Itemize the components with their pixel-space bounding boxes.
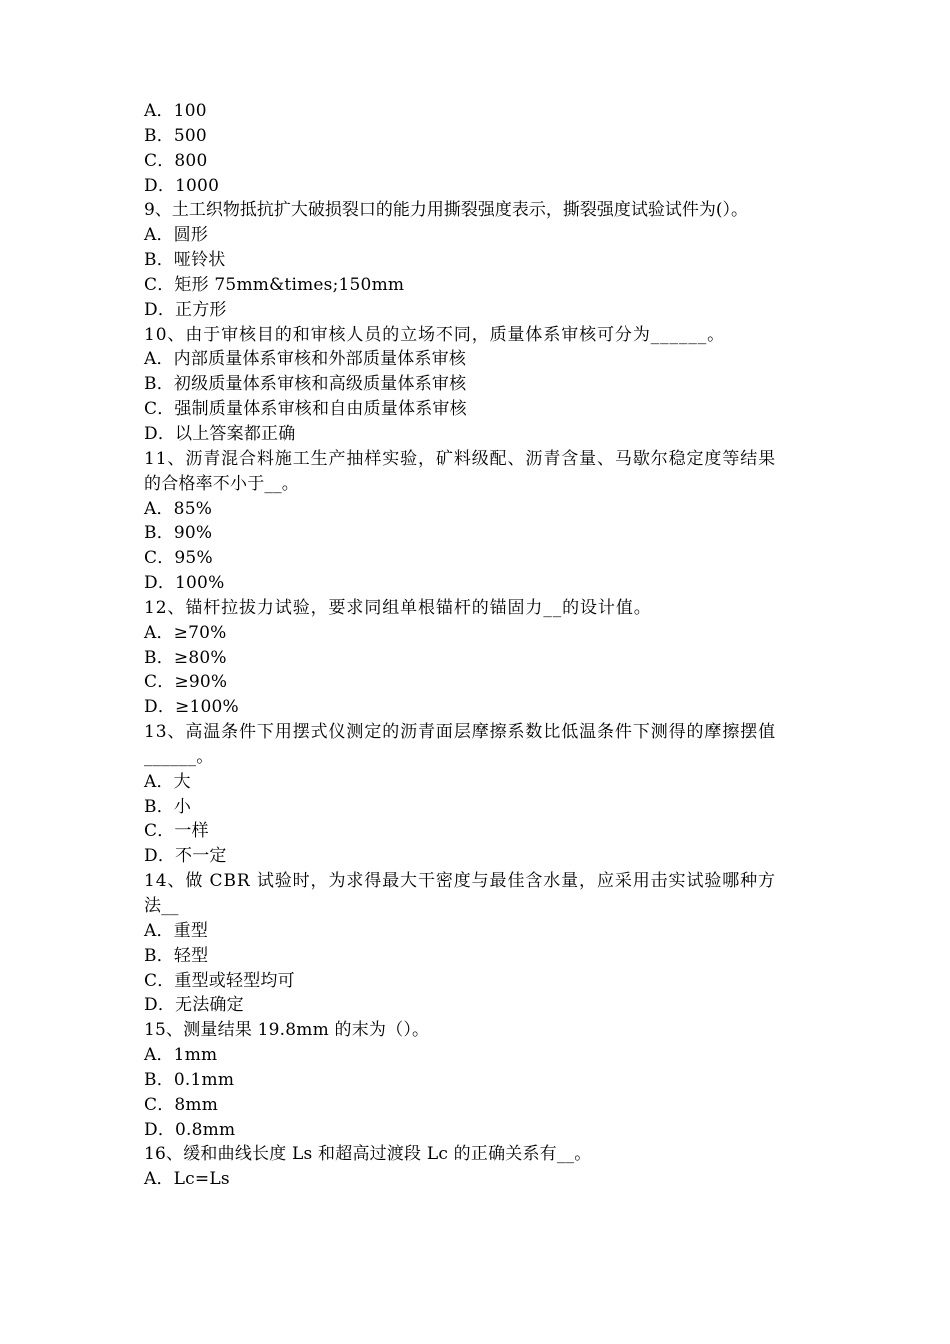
option-line: D．不一定 [144,846,227,867]
option-line: D．正方形 [144,299,227,320]
option-line: D．无法确定 [144,995,244,1016]
option-line: D．100% [144,573,225,594]
option-line: D．0.8mm [144,1119,236,1140]
option-line: C．8mm [144,1094,219,1115]
option-line: C．95% [144,548,213,569]
option-line: A．1mm [144,1045,218,1066]
option-line: C．≥90% [144,672,228,693]
option-line: B．哑铃状 [144,250,226,271]
question-9-stem: 9、土工织物抵抗扩大破损裂口的能力用撕裂强度表示，撕裂强度试验试件为(）。 [144,200,748,221]
option-line: C．一样 [144,821,209,842]
question-13-stem: 13、高温条件下用摆式仪测定的沥青面层摩擦系数比低温条件下测得的摩擦摆值 [144,722,777,743]
option-line: C．重型或轻型均可 [144,970,295,991]
question-12-stem: 12、锚杆拉拔力试验，要求同组单根锚杆的锚固力__的设计值。 [144,597,652,618]
option-line: C．800 [144,150,208,171]
option-line: A．重型 [144,920,209,941]
option-line: A．85% [144,498,213,519]
question-15-stem: 15、测量结果 19.8mm 的末为（）。 [144,1020,430,1041]
option-line: A．100 [144,101,207,121]
option-line: A．圆形 [144,225,209,246]
option-line: D．1000 [144,175,220,196]
option-line: C．强制质量体系审核和自由质量体系审核 [144,399,467,420]
question-11-stem: 11、沥青混合料施工生产抽样实验，矿料级配、沥青含量、马歇尔稳定度等结果 [144,448,777,469]
option-line: B．0.1mm [144,1069,235,1090]
option-line: B．500 [144,125,207,146]
option-line: A．大 [144,771,191,792]
question-11-stem-continued: 的合格率不小于__。 [144,473,299,494]
question-14-stem-continued: 法__ [144,896,179,916]
question-16-stem: 16、缓和曲线长度 Ls 和超高过渡段 Lc 的正确关系有__。 [144,1144,592,1165]
question-13-stem-continued: ______。 [144,746,214,767]
option-line: B．≥80% [144,647,227,668]
option-line: A．≥70% [144,622,227,643]
option-line: B．轻型 [144,945,209,966]
question-10-stem: 10、由于审核目的和审核人员的立场不同，质量体系审核可分为______。 [144,324,726,345]
option-line: B．90% [144,523,213,544]
option-line: C．矩形 75mm&times;150mm [144,274,405,295]
document-text-block [144,99,816,1192]
option-line: A．内部质量体系审核和外部质量体系审核 [144,349,467,370]
option-line: B．初级质量体系审核和高级质量体系审核 [144,374,467,395]
option-line: D．≥100% [144,697,239,718]
option-line: B．小 [144,796,192,817]
option-line: A．Lc=Ls [144,1169,230,1190]
option-line: D．以上答案都正确 [144,423,296,444]
question-14-stem: 14、做 CBR 试验时，为求得最大干密度与最佳含水量，应采用击实试验哪种方 [144,871,776,892]
